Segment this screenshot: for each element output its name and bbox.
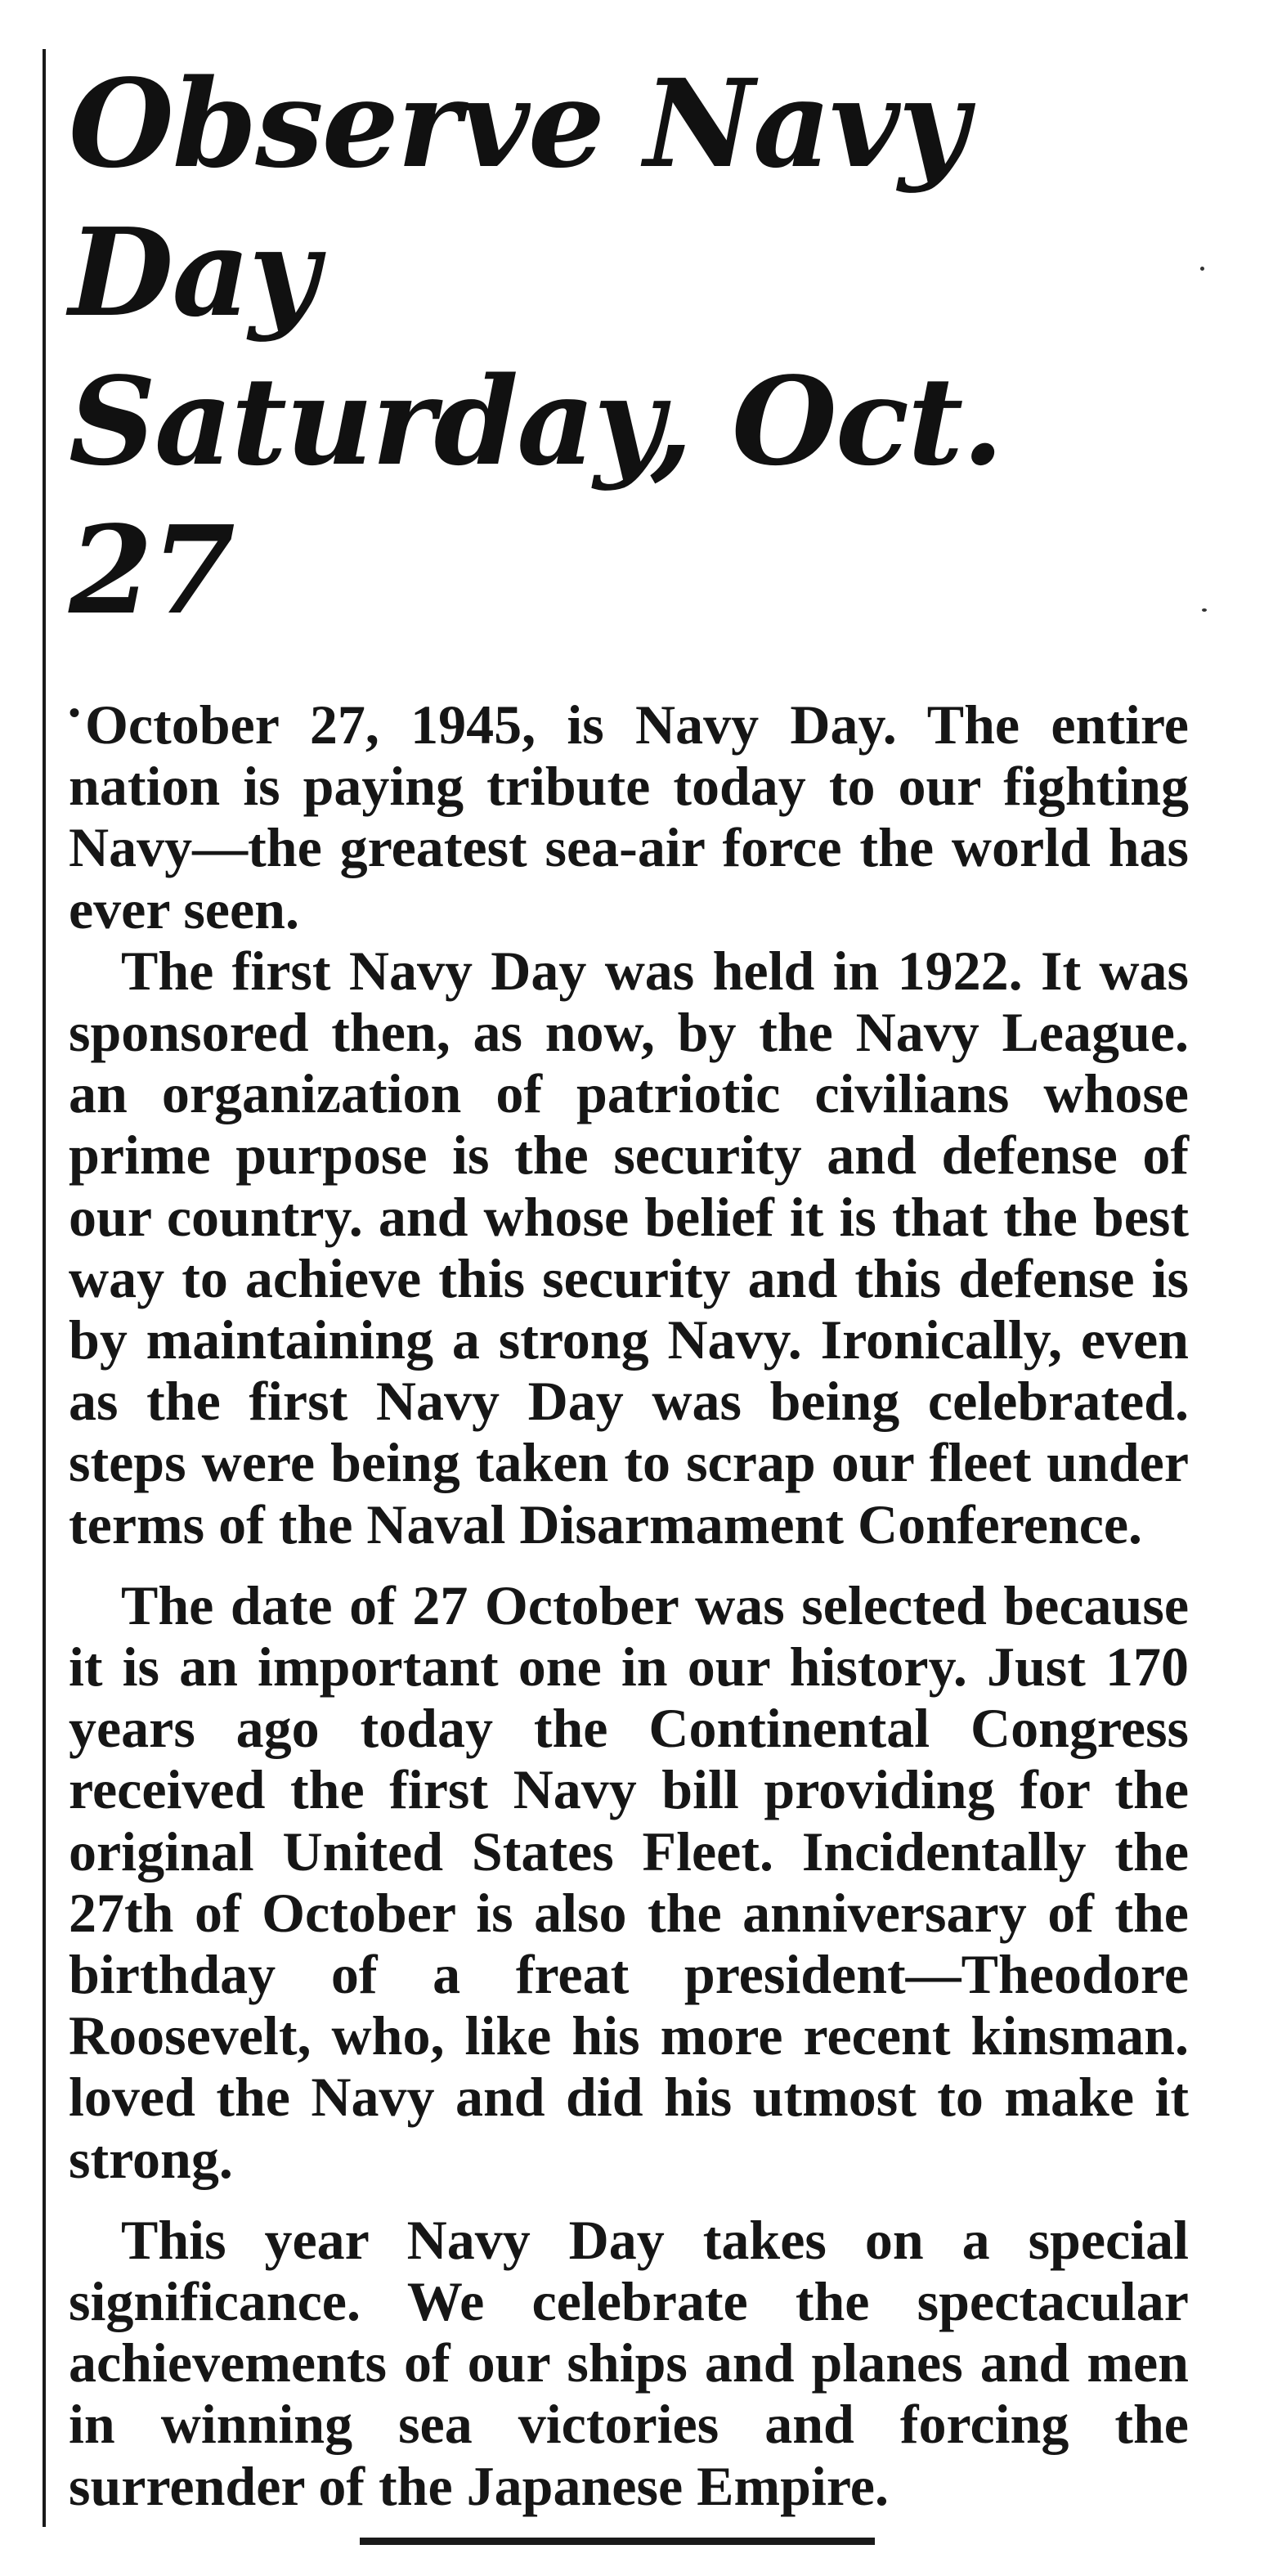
end-rule [360, 2538, 875, 2545]
headline [69, 49, 1189, 644]
print-speck [1202, 608, 1207, 612]
paragraph-2: The first Navy Day was held in 1922. It was sponsored then, as now, by the Navy League. an organization of patriotic civilians whose prime purpose is the security and defense of our country. and whose belief it is that the best way to achieve this security and this defense is by maintaining a strong Navy. Ironically, even as the first Navy Day was being celebrated. steps were being taken to scrap our fleet under terms of the Naval Disarmament Conference. [69, 939, 1189, 1555]
paragraph-1-text: October 27, 1945, is Navy Day. The entire nation is paying tribute today to our fighting Navy—the greatest sea-air force the world has ever seen. [69, 693, 1189, 940]
column-rule [43, 49, 46, 2527]
headline-line-2: Saturday, Oct. 27 [69, 350, 1002, 641]
newspaper-article [69, 49, 1189, 2517]
paragraph-3: The date of 27 October was selected because it is an important one in our history. Just 170 years ago today the Continental Congress received the first Navy bill providing for the original United States Fleet. Incidentally the 27th of October is also the anniversary of the birthday of a freat president—Theodore Roosevelt, who, like his more recent kinsman. loved the Navy and did his utmost to make it strong. [69, 1573, 1189, 2190]
print-speck [1200, 267, 1204, 271]
article-body [69, 682, 1189, 2517]
paragraph-1 [69, 682, 1189, 940]
headline-line-1: Observe Navy Day [69, 52, 967, 343]
paragraph-4: This year Navy Day takes on a special significance. We celebrate the spectacular achievements of our ships and planes and men in winning sea victories and forcing the surrender of the Japanese Empire. [69, 2208, 1189, 2517]
bullet-mark: • [69, 694, 81, 731]
